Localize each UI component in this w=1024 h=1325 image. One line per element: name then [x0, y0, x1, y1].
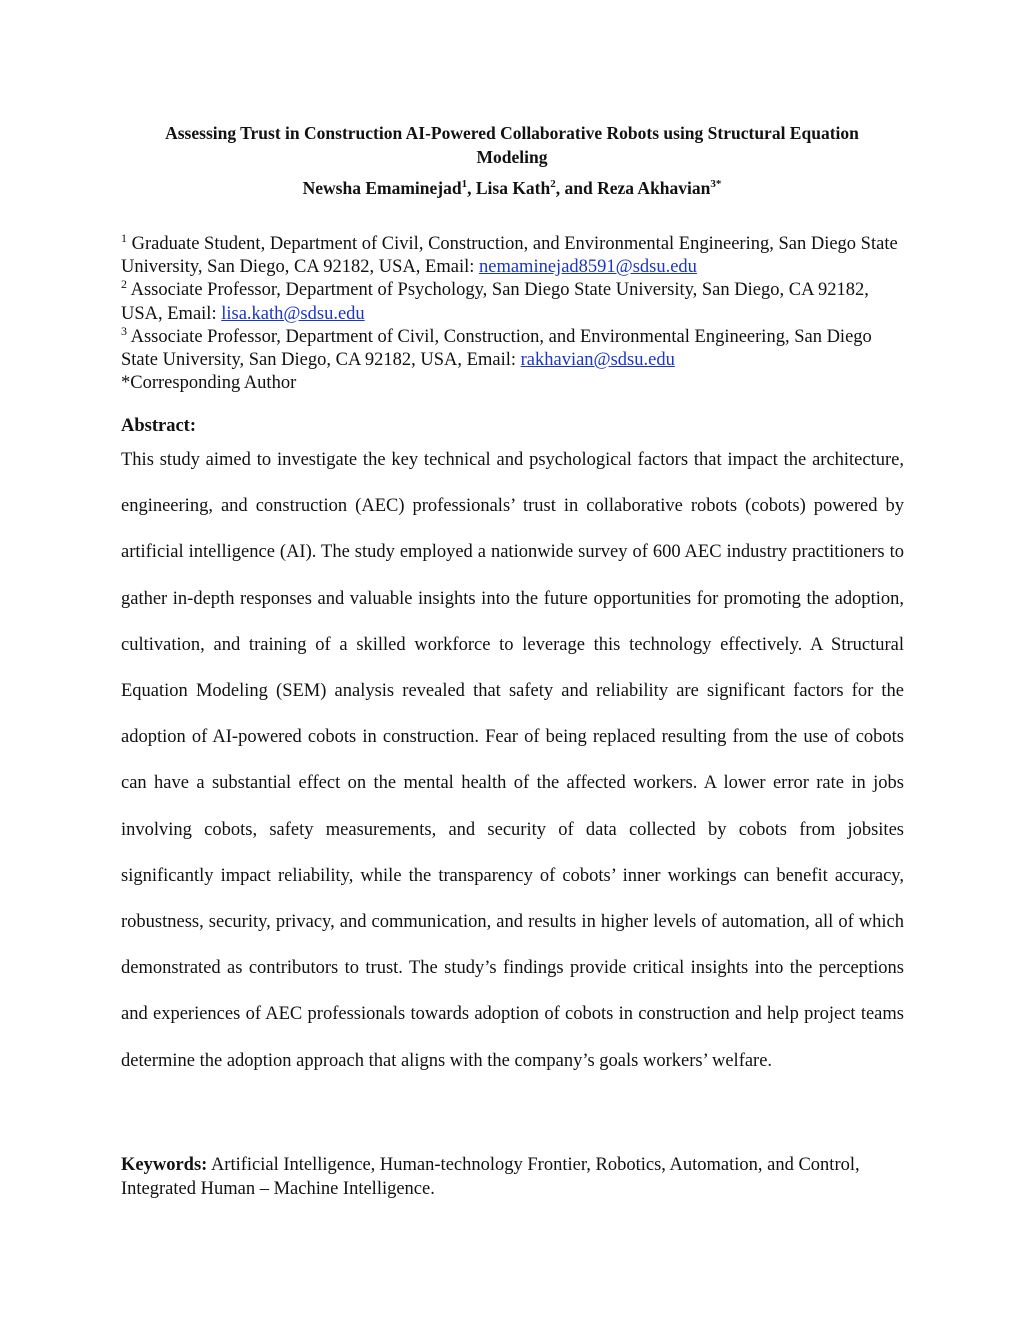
affiliation-number: 1 [121, 231, 127, 245]
email-link[interactable]: rakhavian@sdsu.edu [520, 350, 675, 371]
keywords-text: Artificial Intelligence, Human-technology Frontier, Robotics, Automation, and Control, Integrated Human – Machine Intelligence. [121, 1155, 860, 1199]
affiliation-text: Associate Professor, Department of Psychology, San Diego State University, San Diego, CA 92182, USA, Email: [121, 280, 869, 324]
affiliation-text: Graduate Student, Department of Civil, Construction, and Environmental Engineering, San Diego State University, San Diego, CA 92182, USA, Email: [121, 234, 898, 278]
author-affiliation-mark: 3* [710, 178, 722, 190]
author-affiliation-mark: 1 [461, 178, 468, 190]
affiliation-number: 2 [121, 277, 127, 292]
author-name: Reza Akhavian [597, 178, 711, 198]
abstract-heading: Abstract: [121, 416, 197, 436]
author-name: Lisa Kath [475, 178, 551, 198]
paper-title: Assessing Trust in Construction AI-Powered Collaborative Robots using Structural Equation Modeling [165, 123, 859, 167]
author-separator: , [467, 178, 476, 198]
author-list [140, 176, 884, 200]
author-name: Newsha Emaminejad [302, 178, 462, 198]
affiliation-2 [121, 279, 911, 325]
author-affiliation-mark: 2 [550, 178, 556, 190]
keywords-block [121, 1154, 911, 1201]
keywords-label: Keywords: [121, 1155, 208, 1175]
corresponding-author-note: *Corresponding Author [121, 373, 297, 394]
affiliation-3 [121, 323, 911, 372]
email-link[interactable]: nemaminejad8591@sdsu.edu [479, 257, 697, 278]
author-separator: , and [555, 178, 598, 198]
email-link[interactable]: lisa.kath@sdsu.edu [221, 303, 365, 324]
affiliation-block [121, 233, 911, 395]
affiliation-text: Associate Professor, Department of Civil, Construction, and Environmental Engineering, San Diego State University, San Diego, CA 92182, USA, Email: [121, 326, 872, 371]
abstract-text: This study aimed to investigate the key technical and psychological factors that impact the architecture, engineering, and construction (AEC) professionals’ trust in collaborative robots (cobots) powered by artificial intelligence (AI). The study employed a nationwide survey of 600 AEC industry practitioners to gather in-depth responses and valuable insights into the future opportunities for promoting the adoption, cultivation, and training of a skilled workforce to leverage this technology effectively. A Structural Equation Modeling (SEM) analysis revealed that safety and reliability are significant factors for the adoption of AI-powered cobots in construction. Fear of being replaced resulting from the use of cobots can have a substantial effect on the mental health of the affected workers. A lower error rate in jobs involving cobots, safety measurements, and security of data collected by cobots from jobsites significantly impact reliability, while the transparency of cobots’ inner workings can benefit accuracy, robustness, security, privacy, and communication, and results in higher levels of automation, all of which demonstrated as contributors to trust. The study’s findings provide critical insights into the perceptions and experiences of AEC professionals towards adoption of cobots in construction and help project teams determine the adoption approach that aligns with the company’s goals workers’ welfare. [121, 450, 904, 1071]
affiliation-1 [121, 233, 911, 279]
affiliation-number: 3 [121, 323, 127, 338]
